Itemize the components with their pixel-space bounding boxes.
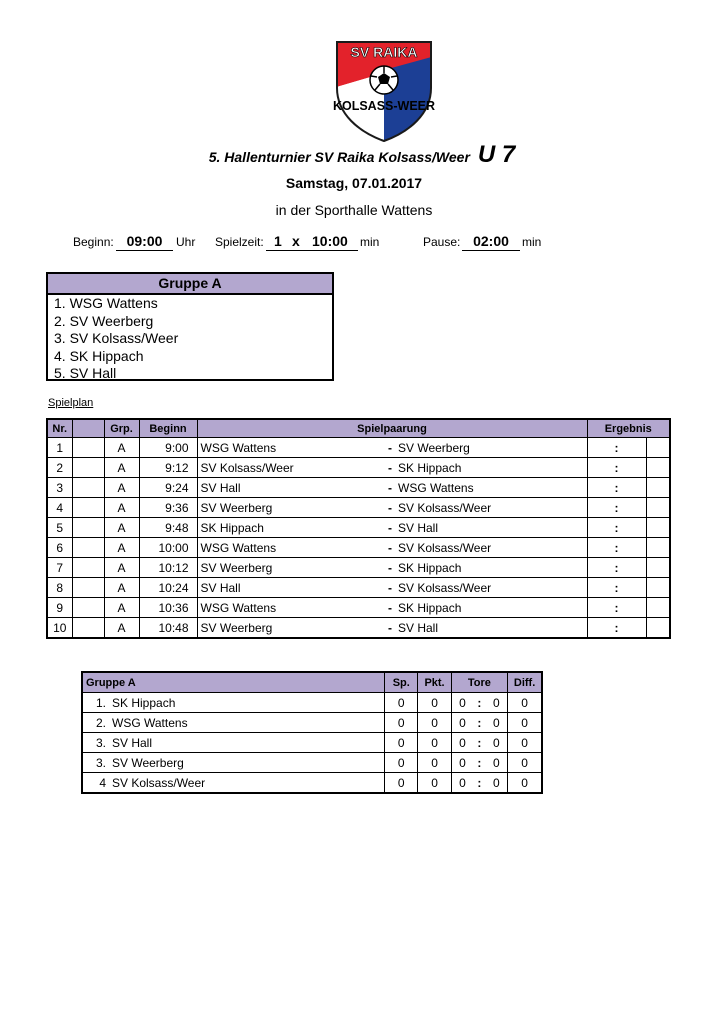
match-away: SV Kolsass/Weer (395, 498, 587, 518)
standings-col-pkt: Pkt. (418, 672, 451, 693)
group-a-title: Gruppe A (48, 274, 332, 295)
begin-value: 09:00 (116, 233, 173, 251)
standings-sp: 0 (385, 773, 418, 794)
standings-sp: 0 (385, 753, 418, 773)
standings-goals-for: 0 (451, 753, 473, 773)
schedule-row (47, 478, 670, 498)
match-blank (72, 478, 104, 498)
logo-top-text: SV RAIKA (350, 44, 418, 60)
standings-goals-against: 0 (485, 733, 507, 753)
age-class: U 7 (477, 141, 516, 168)
match-time: 10:48 (139, 618, 197, 639)
col-result: Ergebnis (587, 419, 670, 438)
schedule-row (47, 578, 670, 598)
standings-diff: 0 (508, 773, 542, 794)
match-result-extra (646, 538, 670, 558)
match-time: 9:00 (139, 438, 197, 458)
match-result-extra (646, 518, 670, 538)
standings-rank: 2. (95, 715, 106, 730)
match-separator: - (385, 598, 395, 618)
standings-pkt: 0 (418, 773, 451, 794)
standings-goal-sep: : (473, 773, 485, 794)
match-nr: 8 (47, 578, 72, 598)
match-result-extra (646, 558, 670, 578)
match-result-extra (646, 618, 670, 639)
match-group: A (104, 498, 139, 518)
match-group: A (104, 478, 139, 498)
schedule-row (47, 558, 670, 578)
match-nr: 1 (47, 438, 72, 458)
standings-rank: 3. (95, 755, 106, 770)
match-blank (72, 598, 104, 618)
match-away: SK Hippach (395, 558, 587, 578)
match-blank (72, 498, 104, 518)
match-result: : (587, 538, 646, 558)
standings-row (82, 693, 542, 713)
col-blank (72, 419, 104, 438)
standings-row (82, 753, 542, 773)
match-result: : (587, 578, 646, 598)
schedule-table (46, 418, 671, 639)
standings-col-tore: Tore (451, 672, 508, 693)
playtime-unit: min (360, 235, 380, 249)
club-logo (333, 40, 435, 142)
match-separator: - (385, 558, 395, 578)
title-text: 5. Hallenturnier SV Raika Kolsass/Weer (208, 149, 470, 165)
begin-label: Beginn: (73, 235, 114, 249)
playtime-x: x (292, 233, 300, 249)
match-blank (72, 538, 104, 558)
match-result-extra (646, 458, 670, 478)
match-blank (72, 618, 104, 639)
match-separator: - (385, 518, 395, 538)
standings-team: SV Weerberg (112, 755, 184, 770)
match-group: A (104, 618, 139, 639)
match-group: A (104, 558, 139, 578)
match-away: SV Hall (395, 518, 587, 538)
standings-team: SV Kolsass/Weer (112, 775, 206, 790)
match-separator: - (385, 438, 395, 458)
standings-header-row (82, 672, 542, 693)
standings-goal-sep: : (473, 753, 485, 773)
tournament-title (0, 141, 724, 169)
pause-label: Pause: (423, 235, 461, 249)
schedule-row (47, 618, 670, 639)
standings-rank: 4 (99, 775, 106, 790)
match-time: 10:00 (139, 538, 197, 558)
standings-row (82, 733, 542, 753)
group-team: 4. SK Hippach (54, 347, 144, 364)
standings-goal-sep: : (473, 733, 485, 753)
col-match: Spielpaarung (197, 419, 587, 438)
match-away: SV Hall (395, 618, 587, 639)
match-blank (72, 518, 104, 538)
standings-goals-against: 0 (485, 773, 507, 794)
begin-unit: Uhr (176, 235, 196, 249)
match-separator: - (385, 618, 395, 639)
match-group: A (104, 578, 139, 598)
match-home: WSG Wattens (197, 538, 385, 558)
match-away: SK Hippach (395, 598, 587, 618)
match-away: SV Kolsass/Weer (395, 538, 587, 558)
group-a-box (46, 272, 334, 381)
match-nr: 4 (47, 498, 72, 518)
standings-rank: 1. (95, 695, 106, 710)
standings-goal-sep: : (473, 693, 485, 713)
standings-goals-for: 0 (451, 693, 473, 713)
standings-goals-against: 0 (485, 713, 507, 733)
standings-goals-for: 0 (451, 713, 473, 733)
standings-col-sp: Sp. (385, 672, 418, 693)
match-away: SV Weerberg (395, 438, 587, 458)
match-time: 10:36 (139, 598, 197, 618)
standings-pkt: 0 (418, 693, 451, 713)
standings-row (82, 773, 542, 794)
pause-value: 02:00 (462, 233, 520, 251)
standings-rank: 3. (95, 735, 106, 750)
standings-diff: 0 (508, 693, 542, 713)
match-time: 9:48 (139, 518, 197, 538)
match-nr: 9 (47, 598, 72, 618)
match-separator: - (385, 578, 395, 598)
standings-goal-sep: : (473, 713, 485, 733)
schedule-row (47, 438, 670, 458)
match-time: 9:12 (139, 458, 197, 478)
match-result-extra (646, 478, 670, 498)
match-nr: 5 (47, 518, 72, 538)
standings-team-cell (82, 773, 385, 794)
schedule-row (47, 518, 670, 538)
standings-team-cell (82, 713, 385, 733)
playtime-value-box (266, 233, 358, 251)
standings-table (81, 671, 543, 794)
match-nr: 3 (47, 478, 72, 498)
match-home: SV Weerberg (197, 558, 385, 578)
standings-team-cell (82, 733, 385, 753)
standings-team: WSG Wattens (112, 715, 188, 730)
standings-sp: 0 (385, 733, 418, 753)
group-team: 2. SV Weerberg (54, 312, 154, 329)
match-separator: - (385, 458, 395, 478)
match-blank (72, 558, 104, 578)
schedule-header-row (47, 419, 670, 438)
match-separator: - (385, 498, 395, 518)
match-result-extra (646, 578, 670, 598)
standings-diff: 0 (508, 753, 542, 773)
standings-col-group: Gruppe A (82, 672, 385, 693)
match-home: SV Kolsass/Weer (197, 458, 385, 478)
standings-col-diff: Diff. (508, 672, 542, 693)
playtime-value: 10:00 (312, 233, 348, 249)
standings-pkt: 0 (418, 713, 451, 733)
match-home: WSG Wattens (197, 598, 385, 618)
standings-pkt: 0 (418, 753, 451, 773)
match-result: : (587, 558, 646, 578)
standings-team-cell (82, 753, 385, 773)
match-time: 9:24 (139, 478, 197, 498)
pause-unit: min (522, 235, 542, 249)
match-time: 9:36 (139, 498, 197, 518)
match-separator: - (385, 538, 395, 558)
standings-row (82, 713, 542, 733)
schedule-row (47, 598, 670, 618)
match-home: SV Hall (197, 478, 385, 498)
match-blank (72, 438, 104, 458)
group-team: 5. SV Hall (54, 365, 117, 382)
standings-goals-against: 0 (485, 753, 507, 773)
tournament-venue: in der Sporthalle Wattens (275, 202, 433, 218)
standings-goals-for: 0 (451, 733, 473, 753)
match-blank (72, 458, 104, 478)
match-result: : (587, 518, 646, 538)
match-result: : (587, 618, 646, 639)
match-home: SV Weerberg (197, 498, 385, 518)
match-time: 10:24 (139, 578, 197, 598)
col-begin: Beginn (139, 419, 197, 438)
standings-team-cell (82, 693, 385, 713)
match-home: SK Hippach (197, 518, 385, 538)
schedule-row (47, 458, 670, 478)
match-group: A (104, 598, 139, 618)
match-result-extra (646, 498, 670, 518)
match-away: SK Hippach (395, 458, 587, 478)
standings-sp: 0 (385, 713, 418, 733)
match-group: A (104, 458, 139, 478)
match-nr: 7 (47, 558, 72, 578)
tournament-date: Samstag, 07.01.2017 (285, 175, 423, 191)
match-result: : (587, 478, 646, 498)
match-nr: 6 (47, 538, 72, 558)
match-result: : (587, 598, 646, 618)
match-home: SV Weerberg (197, 618, 385, 639)
match-group: A (104, 518, 139, 538)
match-result: : (587, 438, 646, 458)
standings-sp: 0 (385, 693, 418, 713)
match-blank (72, 578, 104, 598)
playtime-label: Spielzeit: (215, 235, 264, 249)
match-away: SV Kolsass/Weer (395, 578, 587, 598)
standings-diff: 0 (508, 713, 542, 733)
standings-team: SK Hippach (112, 695, 176, 710)
match-result-extra (646, 598, 670, 618)
match-result: : (587, 458, 646, 478)
match-nr: 2 (47, 458, 72, 478)
standings-diff: 0 (508, 733, 542, 753)
standings-pkt: 0 (418, 733, 451, 753)
match-home: WSG Wattens (197, 438, 385, 458)
group-team: 1. WSG Wattens (54, 295, 158, 311)
standings-goals-against: 0 (485, 693, 507, 713)
match-result-extra (646, 438, 670, 458)
col-nr: Nr. (47, 419, 72, 438)
match-separator: - (385, 478, 395, 498)
match-away: WSG Wattens (395, 478, 587, 498)
group-team: 3. SV Kolsass/Weer (54, 330, 179, 347)
schedule-row (47, 498, 670, 518)
match-result: : (587, 498, 646, 518)
standings-team: SV Hall (112, 735, 153, 750)
match-group: A (104, 438, 139, 458)
match-time: 10:12 (139, 558, 197, 578)
playtime-count: 1 (274, 233, 282, 249)
match-group: A (104, 538, 139, 558)
timing-info (0, 235, 724, 253)
standings-goals-for: 0 (451, 773, 473, 794)
match-nr: 10 (47, 618, 72, 639)
schedule-row (47, 538, 670, 558)
logo-bottom-text: KOLSASS-WEER (333, 99, 435, 113)
schedule-label: Spielplan (48, 397, 94, 409)
col-grp: Grp. (104, 419, 139, 438)
match-home: SV Hall (197, 578, 385, 598)
